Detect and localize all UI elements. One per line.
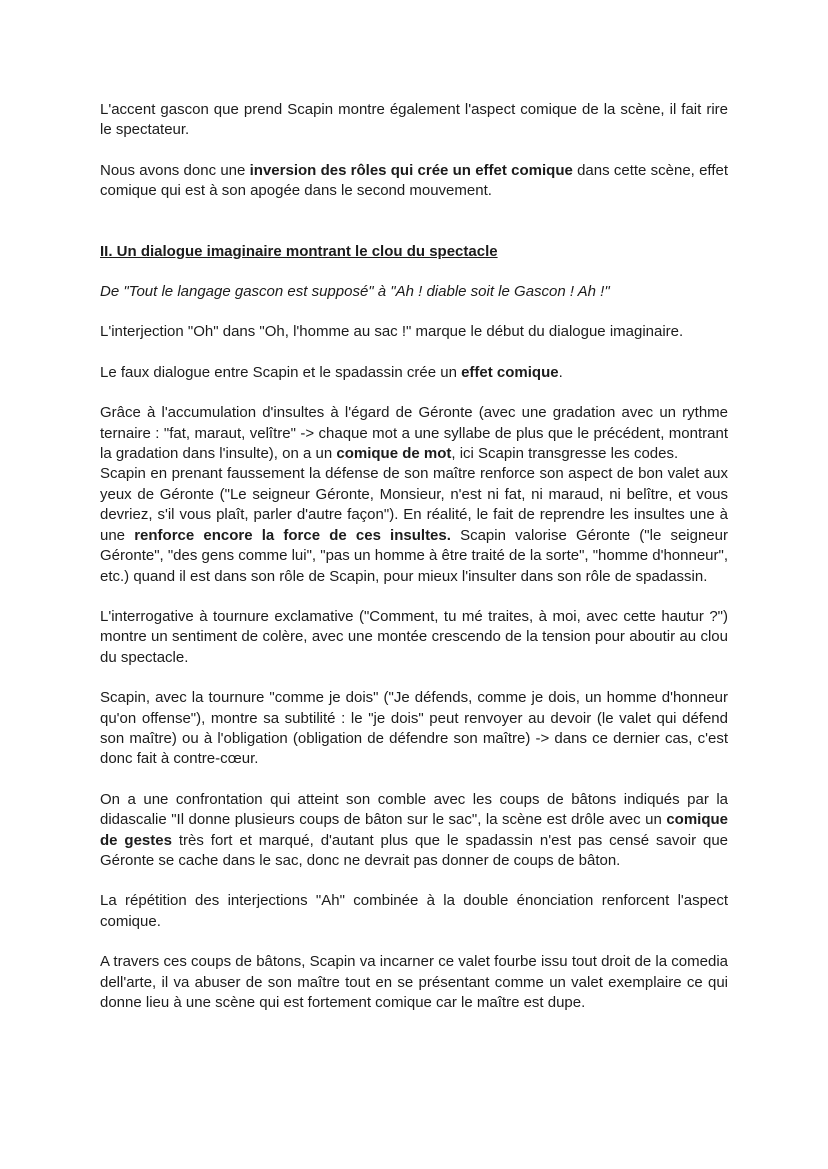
text-run: Scapin valorise Géronte ("le seigneur Géronte", "des gens comme lui", "pas un homme à être traité de la sorte", "homme d'honneur", etc.) quand il est dans son rôle de Scapin, pour mieux l'insulter dans son rôle de spadassin. [100, 526, 728, 585]
text-run: , ici Scapin transgresse les codes. [451, 445, 679, 463]
bold-phrase: comique de gestes [100, 811, 728, 849]
text-run: . [558, 363, 563, 381]
bold-phrase: comique de mot [336, 445, 452, 463]
bold-phrase: inversion des rôles qui crée un effet comique [249, 161, 573, 179]
paragraph-interjection-oh: L'interjection "Oh" dans "Oh, l'homme au sac !" marque le début du dialogue imaginaire. [100, 323, 684, 341]
section-heading: II. Un dialogue imaginaire montrant le clou du spectacle [100, 242, 498, 260]
bold-phrase: renforce encore la force de ces insultes. [134, 526, 451, 544]
text-run: Scapin en prenant faussement la défense de son maître renforce son aspect de bon valet aux yeux de Géronte ("Le seigneur Géronte, Monsieur, n'est ni fat, ni maraud, ni belître, et vous devriez, s'il vous plaît, parler d'autre façon"). En réalité, le fait de reprendre les insultes une à une [100, 465, 728, 544]
paragraph-faux-dialogue [100, 363, 728, 383]
paragraph-fausse-defense [100, 464, 728, 586]
paragraph-accent-gascon: L'accent gascon que prend Scapin montre également l'aspect comique de la scène, il fait rire le spectateur. [100, 101, 728, 139]
document-page [100, 100, 728, 1013]
bold-phrase: effet comique [461, 363, 559, 381]
text-run: Nous avons donc une [100, 161, 250, 179]
section-subtitle: De "Tout le langage gascon est supposé" à "Ah ! diable soit le Gascon ! Ah !" [100, 283, 610, 301]
paragraph-repetition-ah: La répétition des interjections "Ah" combinée à la double énonciation renforcent l'aspect comique. [100, 892, 728, 930]
text-run: Le faux dialogue entre Scapin et le spadassin crée un [100, 363, 462, 381]
text-run: très fort et marqué, d'autant plus que le spadassin n'est pas censé savoir que Géronte se cache dans le sac, donc ne devrait pas donner de coups de bâton. [100, 831, 729, 869]
text-run: Grâce à l'accumulation d'insultes à l'égard de Géronte (avec une gradation avec un rythme ternaire : "fat, maraut, velître" -> chaque mot a une syllabe de plus que le précédent, montrant la gradation dans l'insulte), on a un [100, 404, 728, 463]
text-run: On a une confrontation qui atteint son comble avec les coups de bâtons indiqués par la didascalie "Il donne plusieurs coups de bâton sur le sac", la scène est drôle avec un [100, 790, 728, 829]
paragraph-inversion-roles [100, 161, 728, 202]
text-run: dans cette scène, effet comique qui est à son apogée dans le second mouvement. [100, 161, 729, 200]
paragraph-conclusion: A travers ces coups de bâtons, Scapin va incarner ce valet fourbe issu tout droit de la comedia dell'arte, il va abuser de son maître tout en se présentant comme un valet exemplaire ce qui donne lieu à une scène qui est fortement comique car le maître est dupe. [100, 953, 728, 1011]
paragraph-accumulation-insultes [100, 403, 728, 464]
paragraph-interrogative: L'interrogative à tournure exclamative ("Comment, tu mé traites, à moi, avec cette hautur ?") montre un sentiment de colère, avec une montée crescendo de la tension pour aboutir au clou du spectacle. [100, 607, 728, 666]
paragraph-confrontation [100, 790, 728, 872]
paragraph-comme-je-dois: Scapin, avec la tournure "comme je dois" ("Je défends, comme je dois, un homme d'honneur qu'on offense"), montre sa subtilité : le "je dois" peut renvoyer au devoir (le valet qui défend son maître) ou à l'obligation (obligation de défendre son maître) -> dans ce dernier cas, c'est donc fait à contre-cœur. [100, 689, 728, 768]
